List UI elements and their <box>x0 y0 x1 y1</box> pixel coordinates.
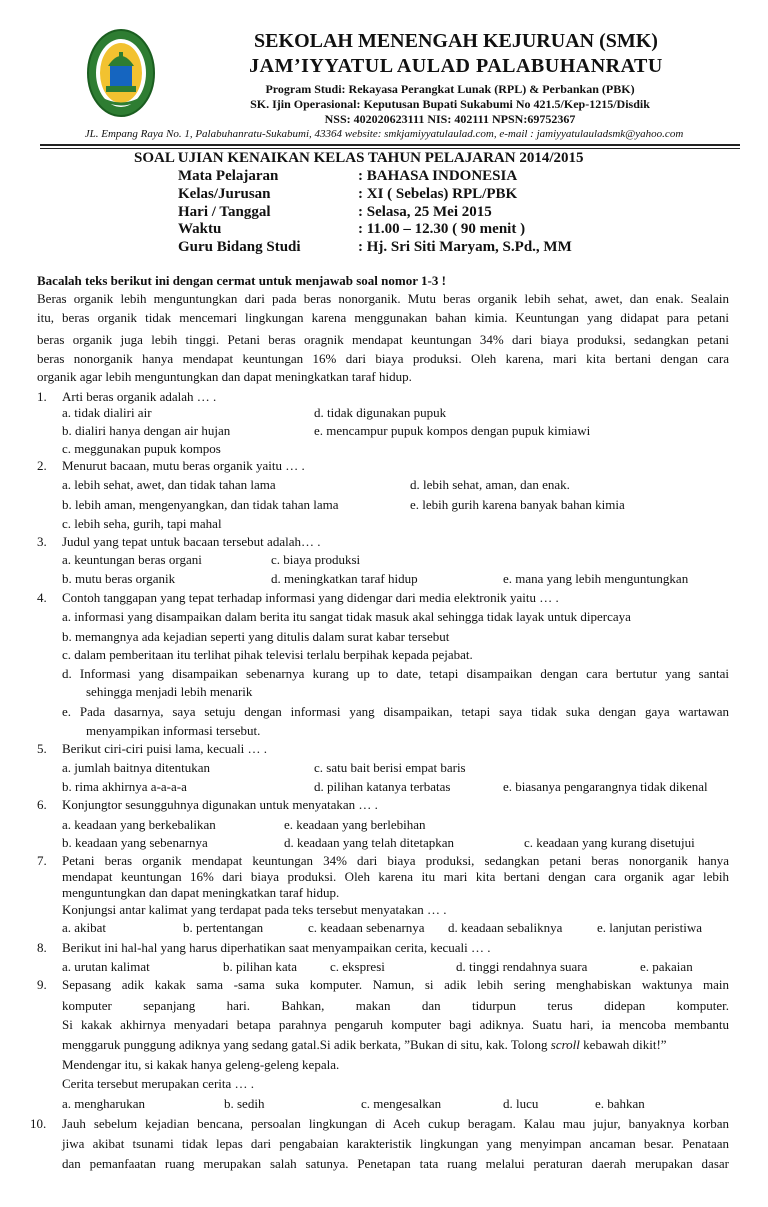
question-stem: Arti beras organik adalah … . <box>62 389 217 404</box>
school-name: SEKOLAH MENENGAH KEJURUAN (SMK) <box>254 30 658 52</box>
header-rule <box>40 144 740 146</box>
option-d: d. tinggi rendahnya suara <box>456 959 588 974</box>
question-stem: Konjungtor sesungguhnya digunakan untuk menyatakan … . <box>62 797 378 812</box>
passage-instruction: Bacalah teks berikut ini dengan cermat untuk menjawab soal nomor 1-3 ! <box>37 273 446 288</box>
stem-text: menggaruk punggung adiknya yang sedang gatal.Si adik berkata, ”Bukan di situ, kak. Tolong <box>62 1037 548 1052</box>
option-e: e. keadaan yang berlebihan <box>284 817 426 832</box>
question-number: 9. <box>37 977 47 992</box>
info-value: : Hj. Sri Siti Maryam, S.Pd., MM <box>358 239 572 255</box>
option-a: a. akibat <box>62 920 107 935</box>
option-e: e. pakaian <box>640 959 693 974</box>
option-c: c. satu bait berisi empat baris <box>314 760 466 775</box>
info-label: Kelas/Jurusan <box>178 186 271 202</box>
option-e: e. lanjutan peristiwa <box>597 920 703 935</box>
question-stem: mendapat keuntungan 16% dari biaya produksi. Oleh karena itu mari kita bertani dengan cara organik agar lebih <box>62 869 729 884</box>
option-e: e. Pada dasarnya, saya setuju dengan informasi yang disampaikan, tetapi saya tidak suka dengan gaya wartawan <box>62 704 729 719</box>
question-stem: komputer sepanjang hari. Bahkan, makan dan tidurpun terus didepan komputer. <box>62 998 729 1013</box>
passage-line: organik agar lebih menguntungkan dan dapat meningkatkan taraf hidup. <box>37 369 412 384</box>
permit-line: SK. Ijin Operasional: Keputusan Bupati Sukabumi No 421.5/Kep-1215/Disdik <box>250 97 650 111</box>
stem-emphasis: scroll <box>550 1037 580 1052</box>
option-d: d. tidak digunakan pupuk <box>314 405 447 420</box>
option-d: d. Informasi yang disampaikan sebenarnya kurang up to date, tetapi disampaikan dengan cara bertutur yang santai <box>62 666 729 681</box>
question-number: 10. <box>30 1116 47 1131</box>
option-d: d. keadaan yang telah ditetapkan <box>284 835 455 850</box>
option-c: c. mengesalkan <box>361 1096 442 1111</box>
option-c: c. lebih seha, gurih, tapi mahal <box>62 516 222 531</box>
question-number: 5. <box>37 741 47 756</box>
question-stem: Mendengar itu, si kakak hanya geleng-geleng kepala. <box>62 1057 340 1072</box>
option-b: b. dialiri hanya dengan air hujan <box>62 423 231 438</box>
question-number: 1. <box>37 389 47 404</box>
option-c: c. biaya produksi <box>271 552 361 567</box>
program-line: Program Studi: Rekayasa Perangkat Lunak (RPL) & Perbankan (PBK) <box>265 82 635 96</box>
info-label: Guru Bidang Studi <box>178 239 301 255</box>
option-b: b. mutu beras organik <box>62 571 176 586</box>
option-b: b. pilihan kata <box>223 959 298 974</box>
option-b: b. memangnya ada kejadian seperti yang ditulis dalam surat kabar tersebut <box>62 629 450 644</box>
option-a: a. informasi yang disampaikan dalam berita itu sangat tidak masuk akal sehingga tidak layak untuk dipercaya <box>62 609 631 624</box>
option-e: e. lebih gurih karena banyak bahan kimia <box>410 497 625 512</box>
question-stem: Menurut bacaan, mutu beras organik yaitu … . <box>62 458 305 473</box>
option-c: c. dalam pemberitaan itu terlihat pihak televisi terlalu berpihak kepada pejabat. <box>62 647 473 662</box>
passage-line: beras nonorganik hanya mendapat keuntungan 16% dari biaya produksi. Oleh karena, mari kita bertani dengan cara <box>37 351 729 366</box>
passage-line: itu, beras organik tidak mencemari lingkungan karena menggunakan bahan kimia. Keuntungan yang didapat para petani <box>37 310 729 325</box>
question-prompt: Cerita tersebut merupakan cerita … . <box>62 1076 255 1091</box>
info-label: Waktu <box>178 221 222 237</box>
question-stem: Jauh sebelum kejadian bencana, persoalan lingkungan di Aceh cukup beragam. Kalau mau jujur, banyaknya korban <box>62 1116 729 1131</box>
stem-text: kebawah dikit!” <box>583 1037 667 1052</box>
question-stem: dan pemanfaatan ruang merupakan salah satunya. Penetapan tata ruang melalui peraturan daerah merupakan dasar <box>62 1156 729 1171</box>
foundation-name: JAM’IYYATUL AULAD PALABUHANRATU <box>249 55 663 77</box>
passage-line: Beras organik lebih menguntungkan dari pada beras nonorganik. Mutu beras organik lebih sehat, awet, dan enak. Sealain <box>37 291 729 306</box>
question-stem: Si kakak akhirnya menyadari betapa parahnya pengaruh komputer bagi adiknya. Suatu hari, ia mencoba membantu <box>62 1017 729 1032</box>
option-c: c. meggunakan pupuk kompos <box>62 441 221 456</box>
option-a: a. mengharukan <box>62 1096 146 1111</box>
exam-title: SOAL UJIAN KENAIKAN KELAS TAHUN PELAJARAN 2014/2015 <box>134 150 584 166</box>
school-logo <box>86 28 156 118</box>
option-c: c. keadaan sebenarnya <box>308 920 425 935</box>
option-e-continued: menyampikan informasi tersebut. <box>86 723 261 738</box>
question-number: 8. <box>37 940 47 955</box>
option-d: d. keadaan sebaliknya <box>448 920 563 935</box>
question-stem: Judul yang tepat untuk bacaan tersebut adalah… . <box>62 534 321 549</box>
option-d: d. pilihan katanya terbatas <box>314 779 451 794</box>
option-a: a. tidak dialiri air <box>62 405 152 420</box>
option-e: e. mana yang lebih menguntungkan <box>503 571 689 586</box>
info-value: : Selasa, 25 Mei 2015 <box>358 204 492 220</box>
option-d: d. meningkatkan taraf hidup <box>271 571 418 586</box>
option-b: b. keadaan yang sebenarnya <box>62 835 208 850</box>
passage-line: beras organik juga lebih tinggi. Petani beras oragnik mendapat keuntungan 34% dari biaya produksi, sedangkan petani <box>37 332 729 347</box>
option-b: b. rima akhirnya a-a-a-a <box>62 779 187 794</box>
option-b: b. sedih <box>224 1096 265 1111</box>
option-a: a. jumlah baitnya ditentukan <box>62 760 211 775</box>
question-number: 7. <box>37 853 47 868</box>
option-d-continued: sehingga menjadi lebih menarik <box>86 684 253 699</box>
header-rule-thin <box>40 148 740 149</box>
question-stem: Berikut ciri-ciri puisi lama, kecuali … . <box>62 741 268 756</box>
info-value: : XI ( Sebelas) RPL/PBK <box>358 186 518 202</box>
address-line: JL. Empang Raya No. 1, Palabuhanratu-Sukabumi, 43364 website: smkjamiyyatulaulad.com, e-mail : jamiyyatulauladsmk@yahoo.com <box>84 128 684 140</box>
option-a: a. urutan kalimat <box>62 959 150 974</box>
info-value: : 11.00 – 12.30 ( 90 menit ) <box>358 221 526 237</box>
option-e: e. biasanya pengarangnya tidak dikenal <box>503 779 708 794</box>
question-stem <box>62 1037 729 1053</box>
info-label: Mata Pelajaran <box>178 168 279 184</box>
option-c: c. keadaan yang kurang disetujui <box>524 835 695 850</box>
question-number: 2. <box>37 458 47 473</box>
question-stem: jiwa akibat tsunami tidak lepas dari pengabaian karakteristik lingkungan yang menyimpan ancaman besar. Penataan <box>62 1136 729 1151</box>
question-stem: Petani beras organik mendapat keuntungan 34% dari biaya produksi, sedangkan petani beras nonorganik hanya <box>62 853 729 868</box>
option-e: e. bahkan <box>595 1096 645 1111</box>
info-label: Hari / Tanggal <box>178 204 271 220</box>
question-number: 6. <box>37 797 47 812</box>
info-value: : BAHASA INDONESIA <box>358 168 518 184</box>
question-stem: Berikut ini hal-hal yang harus diperhatikan saat menyampaikan cerita, kecuali … . <box>62 940 491 955</box>
option-a: a. keuntungan beras organi <box>62 552 202 567</box>
question-stem: Contoh tanggapan yang tepat terhadap informasi yang didengar dari media elektronik yaitu … . <box>62 590 559 605</box>
option-a: a. keadaan yang berkebalikan <box>62 817 216 832</box>
numbers-line: NSS: 402020623111 NIS: 402111 NPSN:69752367 <box>324 112 576 126</box>
option-d: d. lebih sehat, aman, dan enak. <box>410 477 570 492</box>
option-d: d. lucu <box>503 1096 539 1111</box>
question-number: 4. <box>37 590 47 605</box>
question-number: 3. <box>37 534 47 549</box>
option-a: a. lebih sehat, awet, dan tidak tahan lama <box>62 477 276 492</box>
question-stem: Sepasang adik kakak sama -sama suka komputer. Namun, si adik lebih sering menghabiskan waktunya main <box>62 977 729 992</box>
option-b: b. pertentangan <box>183 920 264 935</box>
option-b: b. lebih aman, mengenyangkan, dan tidak tahan lama <box>62 497 339 512</box>
option-e: e. mencampur pupuk kompos dengan pupuk kimiawi <box>314 423 591 438</box>
question-stem: menguntungkan dan dapat meningkatkan taraf hidup. <box>62 885 340 900</box>
question-prompt: Konjungsi antar kalimat yang terdapat pada teks tersebut menyatakan … . <box>62 902 447 917</box>
option-c: c. ekspresi <box>330 959 385 974</box>
